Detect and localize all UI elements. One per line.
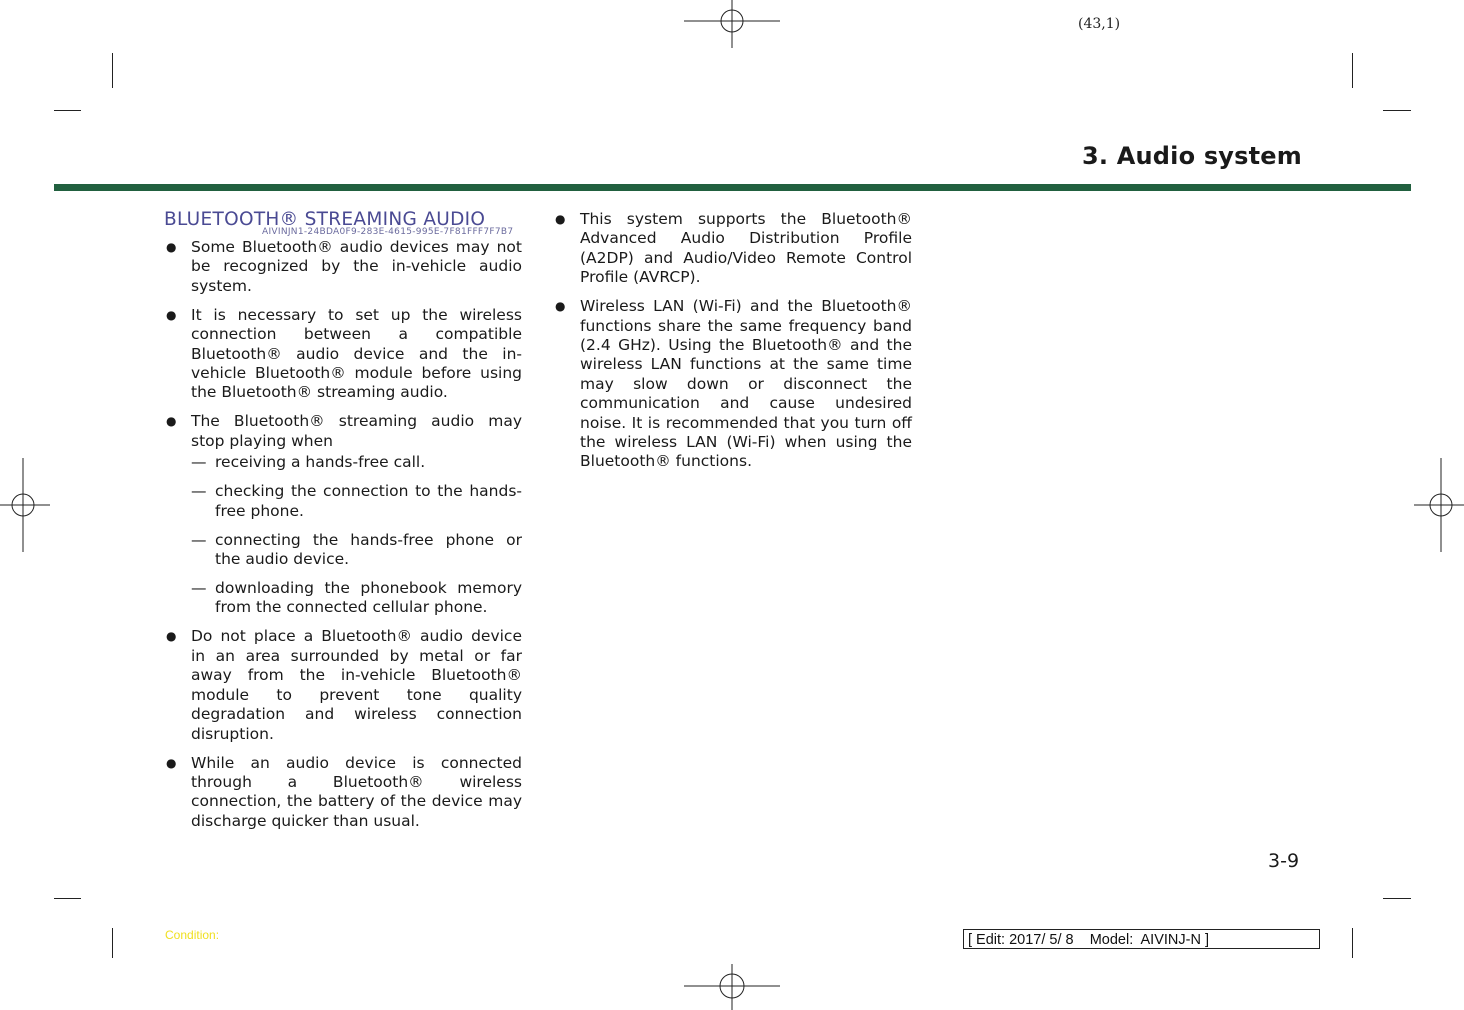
dash-icon: — — [191, 530, 207, 549]
registration-mark-icon — [684, 964, 780, 1010]
registration-mark-icon — [0, 458, 50, 552]
bullet-icon: ● — [166, 414, 177, 429]
page-reference: (43,1) — [1078, 16, 1121, 32]
dash-icon: — — [191, 453, 207, 472]
sub-list-item — [164, 579, 522, 618]
crop-mark — [1383, 898, 1411, 899]
sub-item-text: receiving a hands-free call. — [215, 453, 426, 472]
list-item — [164, 754, 522, 832]
chapter-title: 3. Audio system — [1081, 142, 1302, 170]
crop-mark — [1352, 928, 1353, 958]
sub-list-item — [164, 531, 522, 570]
section-title: BLUETOOTH® STREAMING AUDIO — [164, 209, 486, 230]
sub-item-text: checking the connection to the hands-free phone. — [215, 482, 522, 520]
page-number: 3-9 — [1268, 850, 1300, 872]
crop-mark — [112, 928, 113, 958]
crop-mark — [112, 53, 113, 88]
dash-icon: — — [191, 579, 207, 598]
bullet-icon: ● — [166, 240, 177, 254]
sub-item-text: connecting the hands-free phone or the audio device. — [215, 530, 522, 569]
list-item-text: This system supports the Bluetooth® Advanced Audio Distribution Profile (A2DP) and Audio/Video Remote Control Profile (AVRCP). — [580, 210, 912, 287]
right-column — [553, 208, 912, 481]
sub-item-text: downloading the phonebook memory from the connected cellular phone. — [215, 579, 522, 617]
sub-list-item — [164, 482, 522, 521]
crop-mark — [54, 898, 81, 899]
dash-icon: — — [191, 482, 207, 501]
crop-mark — [1352, 53, 1353, 88]
list-item-text: It is necessary to set up the wireless connection between a compatible Bluetooth® audio device and the in-vehicle Bluetooth® module before using the Bluetooth® streaming audio. — [191, 305, 522, 402]
crop-mark — [54, 110, 81, 111]
list-item-text: Some Bluetooth® audio devices may not be recognized by the in-vehicle audio system. — [191, 238, 522, 295]
sub-list-item — [164, 453, 522, 472]
list-item-text: While an audio device is connected through a Bluetooth® wireless connection, the battery of the device may discharge quicker than usual. — [191, 753, 522, 830]
bullet-icon: ● — [555, 212, 566, 226]
list-item-text: Do not place a Bluetooth® audio device in an area surrounded by metal or far away from the in-vehicle Bluetooth® module to prevent tone quality degradation and wireless connection disruption. — [191, 627, 522, 743]
list-item — [164, 238, 522, 296]
list-item-text: The Bluetooth® streaming audio may stop playing when — [191, 412, 522, 450]
registration-mark-icon — [684, 0, 780, 48]
list-item — [164, 627, 522, 743]
condition-label: Condition: — [165, 928, 220, 942]
bullet-icon: ● — [166, 755, 177, 770]
chapter-divider-bar — [54, 184, 1411, 191]
list-item — [164, 306, 522, 403]
left-column — [164, 208, 522, 841]
section-heading — [164, 208, 522, 237]
bullet-icon: ● — [555, 299, 566, 314]
edit-info-box: [ Edit: 2017/ 5/ 8 Model: AIVINJ-N ] — [963, 929, 1320, 949]
bullet-icon: ● — [166, 629, 177, 644]
list-item — [553, 297, 912, 472]
list-item — [164, 412, 522, 451]
section-id: AIVINJN1-24BDA0F9-283E-4615-995E-7F81FFF7F7B7 — [262, 227, 514, 237]
bullet-icon: ● — [166, 307, 177, 322]
list-item — [553, 210, 912, 288]
list-item-text: Wireless LAN (Wi-Fi) and the Bluetooth® functions share the same frequency band (2.4 GHz). Using the Bluetooth® and the wireless LAN functions at the same time may slow down or disconnect the communication and cause undesired noise. It is recommended that you turn off the wireless LAN (Wi-Fi) when using the Bluetooth® functions. — [580, 297, 912, 471]
registration-mark-icon — [1414, 458, 1464, 552]
crop-mark — [1383, 110, 1411, 111]
